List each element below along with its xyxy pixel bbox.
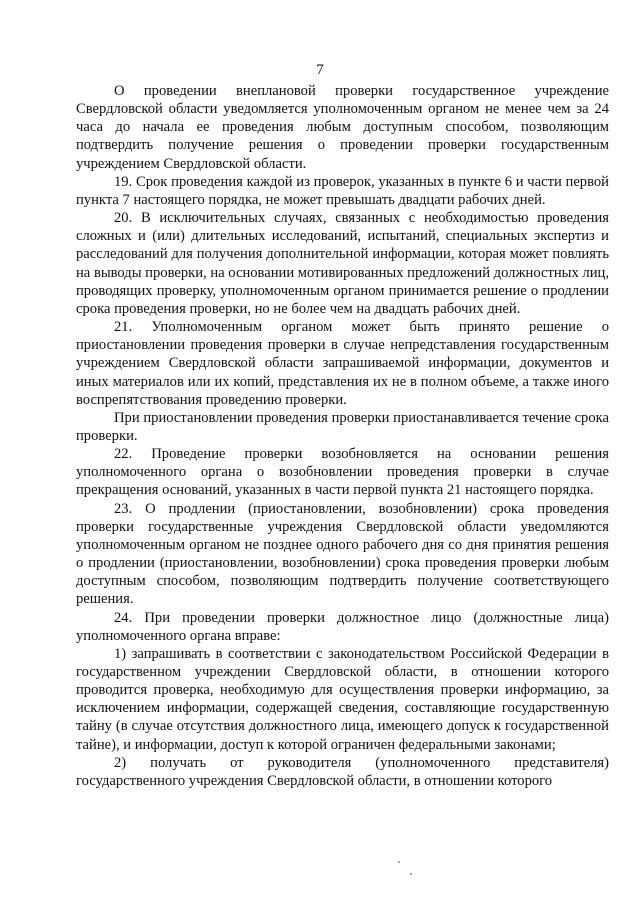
paragraph-19: 19. Срок проведения каждой из проверок, указанных в пункте 6 и части первой пункта 7 настоящего порядка, не может превышать двадцати рабочих дней. (76, 173, 609, 208)
paragraph-20: 20. В исключительных случаях, связанных с необходимостью проведения сложных и (или) длительных исследований, испытаний, специальных экспертиз и расследований для получения дополнительной информации, которая может повлиять на выводы проверки, на основании мотивированных предложений должностных лиц, проводящих проверку, уполномоченным органом принимается решение о продлении срока проведения проверки, но не более чем на двадцать рабочих дней. (76, 210, 609, 317)
paragraph-21: 21. Уполномоченным органом может быть принято решение о приостановлении проведения проверки в случае непредставления государственным учреждением Свердловской области запрашиваемой информации, документов и иных материалов или их копий, представления их не в полном объеме, а также иного воспрепятствования проведению проверки. (76, 319, 609, 408)
paragraph-22: 22. Проведение проверки возобновляется на основании решения уполномоченного органа о возобновлении проведения проверки в случае прекращения оснований, указанных в части первой пункта 21 настоящего порядка. (76, 446, 609, 499)
page-number: 7 (316, 62, 324, 78)
paragraph-21-suspension: При приостановлении проведения проверки приостанавливается течение срока проверки. (76, 409, 609, 444)
document-body (76, 82, 609, 790)
paragraph-24-item-2: 2) получать от руководителя (уполномоченного представителя) государственного учреждения Свердловской области, в отношении которого (76, 754, 609, 789)
paragraph-24: 24. При проведении проверки должностное лицо (должностные лица) уполномоченного органа вправе: (76, 609, 609, 644)
paragraph-23: 23. О продлении (приостановлении, возобновлении) срока проведения проверки государственные учреждения Свердловской области уведомляются уполномоченным органом не позднее одного рабочего дня со дня принятия решения о продлении (приостановлении, возобновлении) срока проведения проверки любым доступным способом, позволяющим подтвердить получение соответствующего решения. (76, 500, 609, 608)
paragraph-24-item-1: 1) запрашивать в соответствии с законодательством Российской Федерации в государственном учреждении Свердловской области, в отношении которого проводится проверка, необходимую для осуществления проверки информацию, за исключением информации, содержащей сведения, составляющие государственную тайну (в случае отсутствия должностного лица, имеющего допуск к государственной тайне), и информации, доступ к которой ограничен федеральными законами; (76, 645, 609, 753)
scan-speck (398, 861, 400, 863)
scan-speck (410, 873, 412, 875)
paragraph-notice: О проведении внеплановой проверки государственное учреждение Свердловской области уведомляется уполномоченным органом не менее чем за 24 часа до начала ее проведения любым доступным способом, позволяющим подтвердить получение решения о проведении проверки государственным учреждением Свердловской области. (76, 83, 609, 172)
